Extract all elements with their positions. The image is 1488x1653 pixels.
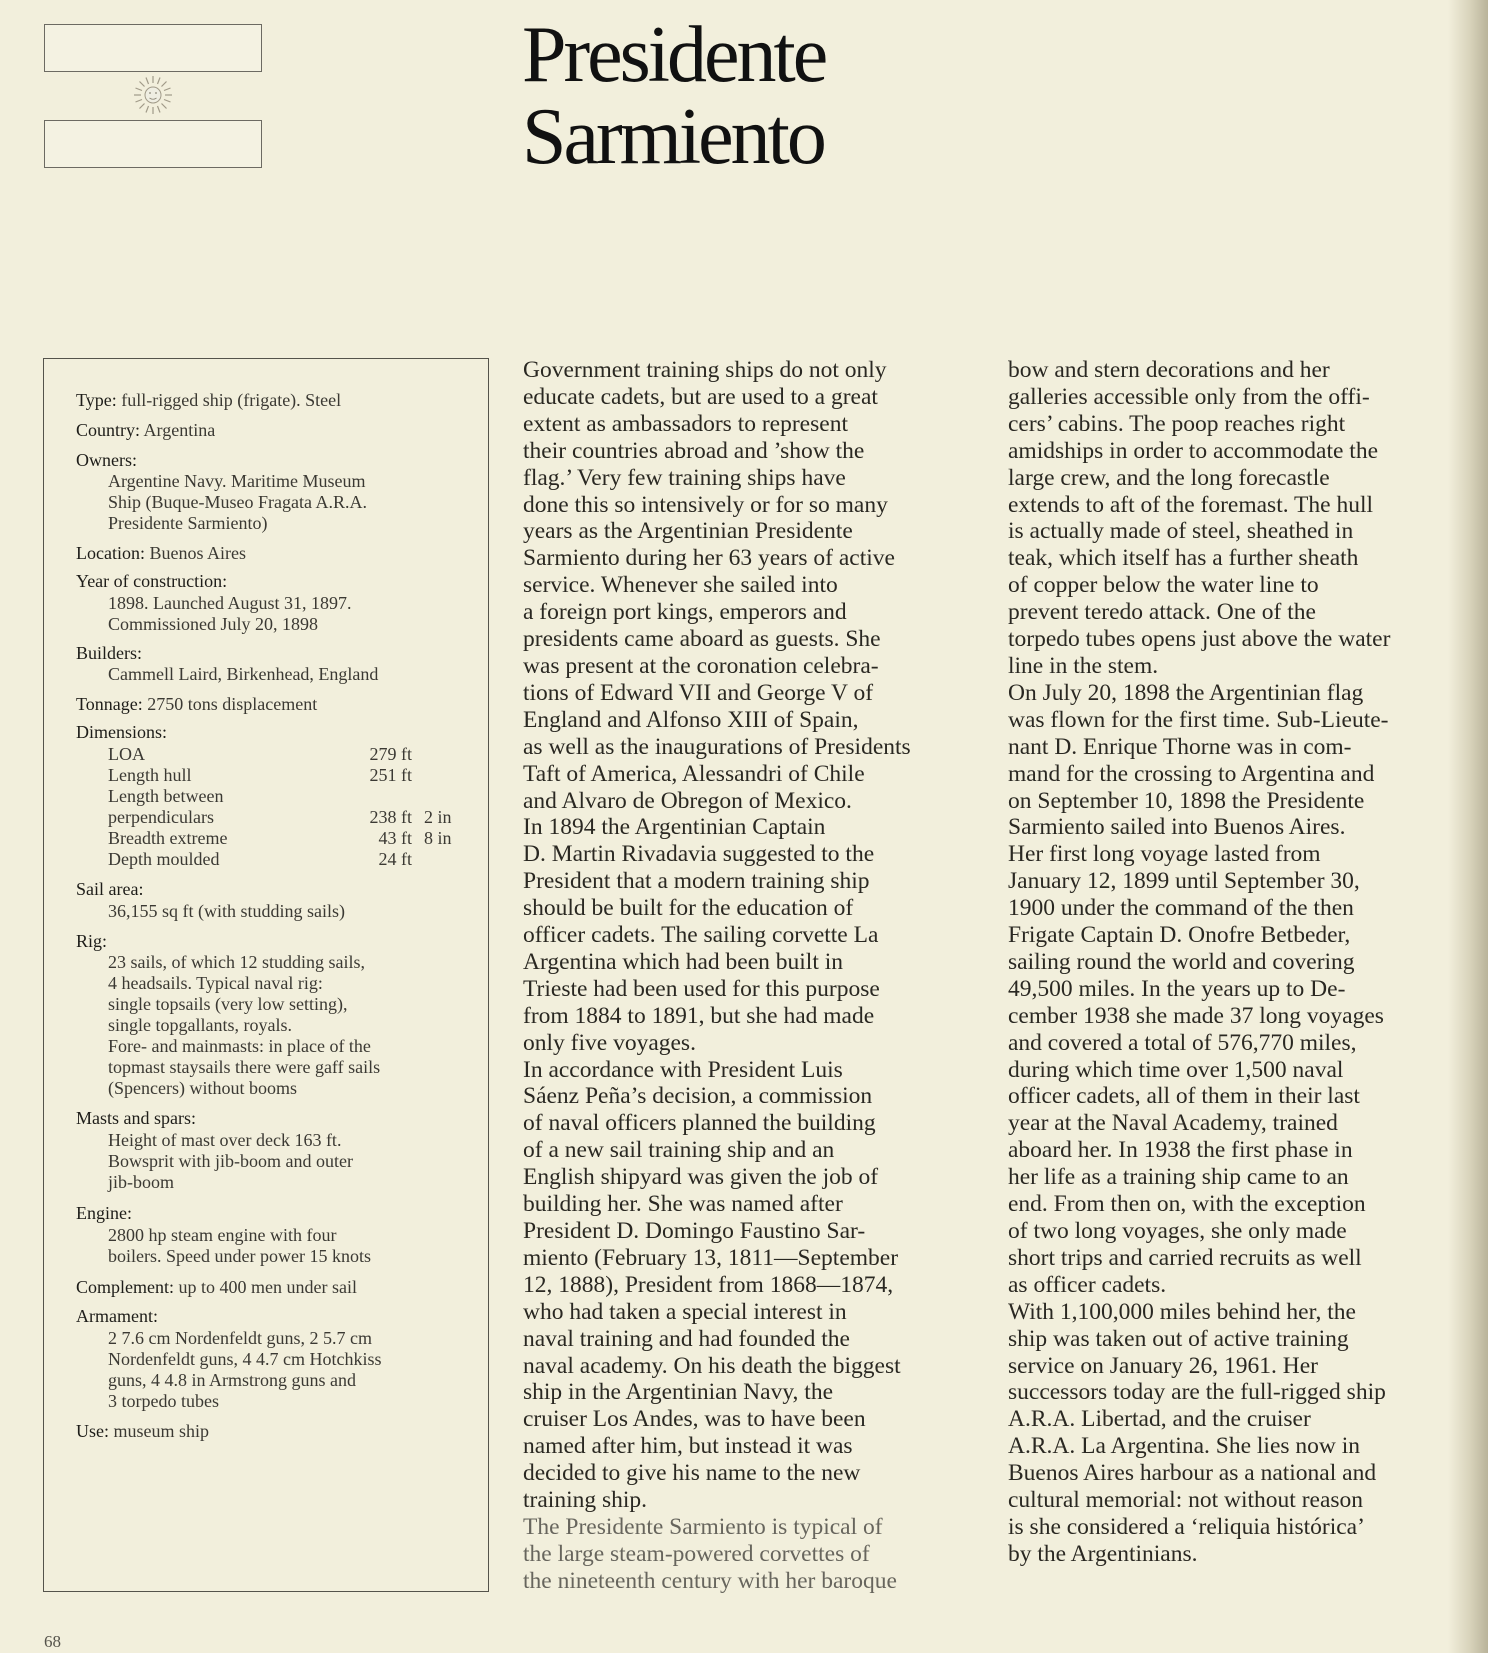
text-line: officer cadets. The sailing corvette La	[523, 922, 879, 949]
text-line: galleries accessible only from the offi-	[1008, 383, 1370, 410]
spec-rig-line: topmast staysails there were gaff sails	[108, 1057, 381, 1077]
spec-year-label: Year of construction:	[76, 571, 228, 591]
spec-sail-area-label: Sail area:	[76, 879, 144, 899]
text-line: A.R.A. Libertad, and the cruiser	[1008, 1406, 1311, 1433]
dimension-extra: 8 in	[424, 828, 452, 848]
spec-owners-line: Presidente Sarmiento)	[108, 513, 268, 533]
text-line: 49,500 miles. In the years up to De-	[1008, 975, 1346, 1002]
text-line: Sarmiento during her 63 years of active	[523, 545, 895, 572]
text-line: In accordance with President Luis	[523, 1056, 843, 1083]
text-line: 1900 under the command of the then	[1008, 895, 1354, 922]
text-line: service. Whenever she sailed into	[523, 572, 838, 599]
body-column-2	[1008, 357, 1473, 1568]
text-line: ship was taken out of active training	[1008, 1325, 1349, 1352]
spec-sail-area-value: 36,155 sq ft (with studding sails)	[108, 901, 345, 921]
text-line: cruiser Los Andes, was to have been	[523, 1406, 866, 1433]
text-line: The Presidente Sarmiento is typical of	[523, 1513, 883, 1540]
spec-armament-label: Armament:	[76, 1306, 158, 1326]
text-line: President that a modern training ship	[523, 868, 870, 895]
text-line: educate cadets, but are used to a great	[523, 383, 878, 410]
spec-use	[76, 1421, 209, 1442]
page-number: 68	[44, 1632, 61, 1651]
spec-value: full-rigged ship (frigate). Steel	[121, 390, 342, 410]
text-line: officer cadets, all of them in their last	[1008, 1083, 1360, 1110]
sun-of-may-icon	[132, 74, 174, 116]
text-line: Her first long voyage lasted from	[1008, 841, 1321, 868]
dimension-label: Length between	[108, 786, 224, 806]
text-line: their countries abroad and ’show the	[523, 437, 865, 464]
text-line: 12, 1888), President from 1868—1874,	[523, 1271, 894, 1298]
spec-rig-label: Rig:	[76, 931, 108, 951]
text-line: amidships in order to accommodate the	[1008, 437, 1379, 464]
text-line: teak, which itself has a further sheath	[1008, 545, 1359, 572]
text-line: training ship.	[523, 1487, 648, 1514]
text-line: prevent teredo attack. One of the	[1008, 599, 1316, 626]
spec-year-line: 1898. Launched August 31, 1897.	[108, 593, 352, 613]
text-line: of copper below the water line to	[1008, 572, 1319, 599]
text-line: of naval officers planned the building	[523, 1110, 876, 1137]
text-line: On July 20, 1898 the Argentinian flag	[1008, 679, 1364, 706]
text-line: as well as the inaugurations of Presidents	[523, 733, 911, 760]
spec-label: Complement:	[76, 1277, 174, 1297]
flag-bottom-stripe	[44, 120, 262, 168]
text-line: Frigate Captain D. Onofre Betbeder,	[1008, 922, 1351, 949]
spec-label: Use:	[76, 1421, 109, 1441]
spec-value: Argentina	[143, 420, 216, 440]
spec-label: Location:	[76, 543, 145, 563]
text-line: short trips and carried recruits as well	[1008, 1244, 1362, 1271]
spec-armament-line: guns, 4 4.8 in Armstrong guns and	[108, 1370, 357, 1390]
spec-masts-line: Height of mast over deck 163 ft.	[108, 1130, 342, 1150]
text-line: should be built for the education of	[523, 895, 854, 922]
text-line: With 1,100,000 miles behind her, the	[1008, 1298, 1356, 1325]
text-line: nant D. Enrique Thorne was in com-	[1008, 733, 1352, 760]
text-line: her life as a training ship came to an	[1008, 1164, 1349, 1191]
spec-location	[76, 543, 246, 564]
spec-rig-line: 23 sails, of which 12 studding sails,	[108, 952, 365, 972]
title-line-2: Sarmiento	[522, 93, 824, 181]
text-line: cember 1938 she made 37 long voyages	[1008, 1002, 1384, 1029]
spec-rig-line: (Spencers) without booms	[108, 1078, 297, 1098]
text-line: Buenos Aires harbour as a national and	[1008, 1460, 1377, 1487]
text-line: and Alvaro de Obregon of Mexico.	[523, 787, 852, 814]
text-line: D. Martin Rivadavia suggested to the	[523, 841, 875, 868]
spec-owners-label: Owners:	[76, 450, 137, 470]
spec-masts-line: jib-boom	[108, 1172, 174, 1192]
spec-value: up to 400 men under sail	[178, 1277, 357, 1297]
text-line: Government training ships do not only	[523, 357, 887, 383]
dimension-label: Depth moulded	[108, 849, 220, 869]
dimension-value: 279 ft	[369, 744, 412, 764]
dimension-value: 251 ft	[369, 765, 412, 785]
spec-value: 2750 tons displacement	[147, 694, 318, 714]
text-line: A.R.A. La Argentina. She lies now in	[1008, 1433, 1361, 1460]
spec-engine-line: 2800 hp steam engine with four	[108, 1225, 337, 1245]
spec-year-line: Commissioned July 20, 1898	[108, 614, 319, 634]
dimension-value: 24 ft	[378, 849, 412, 869]
text-line: successors today are the full-rigged ship	[1008, 1379, 1386, 1406]
dimension-value: 43 ft	[378, 828, 412, 848]
text-line: torpedo tubes opens just above the water	[1008, 626, 1391, 653]
text-line: sailing round the world and covering	[1008, 948, 1355, 975]
flag-top-stripe	[44, 24, 262, 72]
spec-builders-value: Cammell Laird, Birkenhead, England	[108, 664, 379, 684]
text-line: Sáenz Peña’s decision, a commission	[523, 1083, 873, 1110]
text-line: a foreign port kings, emperors and	[523, 599, 847, 626]
dimension-extra: 2 in	[424, 807, 452, 827]
text-line: was present at the coronation celebra-	[523, 652, 879, 679]
text-line: flag.’ Very few training ships have	[523, 464, 846, 491]
text-line: during which time over 1,500 naval	[1008, 1056, 1344, 1083]
text-line: extent as ambassadors to represent	[523, 410, 848, 437]
dimension-value: 238 ft	[369, 807, 412, 827]
spec-type	[76, 390, 341, 411]
text-line: tions of Edward VII and George V of	[523, 679, 874, 706]
text-line: and covered a total of 576,770 miles,	[1008, 1029, 1357, 1056]
spec-masts-line: Bowsprit with jib-boom and outer	[108, 1151, 353, 1171]
text-line: miento (February 13, 1811—September	[523, 1244, 899, 1271]
body-column-1	[523, 357, 988, 1595]
argentine-flag	[44, 24, 262, 170]
spec-label: Country:	[76, 420, 141, 440]
spec-armament-line: 3 torpedo tubes	[108, 1391, 219, 1411]
text-line: as officer cadets.	[1008, 1271, 1167, 1298]
spec-engine-line: boilers. Speed under power 15 knots	[108, 1246, 371, 1266]
text-line: cultural memorial: not without reason	[1008, 1487, 1364, 1514]
spec-complement	[76, 1277, 357, 1298]
text-line: cers’ cabins. The poop reaches right	[1008, 410, 1346, 437]
text-line: from 1884 to 1891, but she had made	[523, 1002, 875, 1029]
spec-owners-line: Ship (Buque-Museo Fragata A.R.A.	[108, 492, 367, 512]
spec-owners-line: Argentine Navy. Maritime Museum	[108, 471, 366, 491]
spec-masts-label: Masts and spars:	[76, 1108, 196, 1128]
text-line: Taft of America, Alessandri of Chile	[523, 760, 865, 787]
text-line: was flown for the first time. Sub-Lieute-	[1008, 706, 1389, 733]
spec-value: Buenos Aires	[149, 543, 246, 563]
dimension-label: Breadth extreme	[108, 828, 228, 848]
spec-rig-line: single topsails (very low setting),	[108, 994, 348, 1014]
text-line: January 12, 1899 until September 30,	[1008, 868, 1360, 895]
text-line: presidents came aboard as guests. She	[523, 626, 881, 653]
text-line: Trieste had been used for this purpose	[523, 975, 880, 1002]
dimension-label: LOA	[108, 744, 145, 764]
spec-tonnage	[76, 694, 317, 715]
page-title	[522, 11, 826, 181]
text-line: bow and stern decorations and her	[1008, 357, 1330, 383]
text-line: is actually made of steel, sheathed in	[1008, 518, 1354, 545]
text-line: is she considered a ‘reliquia histórica’	[1008, 1513, 1365, 1540]
text-line: In 1894 the Argentinian Captain	[523, 814, 826, 841]
spec-rig-line: single topgallants, royals.	[108, 1015, 292, 1035]
text-line: service on January 26, 1961. Her	[1008, 1352, 1318, 1379]
text-line: Argentina which had been built in	[523, 948, 844, 975]
text-line: Sarmiento sailed into Buenos Aires.	[1008, 814, 1346, 841]
text-line: line in the stem.	[1008, 652, 1159, 679]
text-line: large crew, and the long forecastle	[1008, 464, 1330, 491]
spec-rig-line: 4 headsails. Typical naval rig:	[108, 973, 323, 993]
text-line: mand for the crossing to Argentina and	[1008, 760, 1375, 787]
spec-label: Type:	[76, 390, 117, 410]
title-line-1: Presidente	[522, 11, 826, 99]
text-line: decided to give his name to the new	[523, 1460, 861, 1487]
text-line: years as the Argentinian Presidente	[523, 518, 853, 545]
text-line: named after him, but instead it was	[523, 1433, 853, 1460]
spec-armament-line: 2 7.6 cm Nordenfeldt guns, 2 5.7 cm	[108, 1328, 372, 1348]
text-line: the nineteenth century with her baroque	[523, 1567, 897, 1594]
text-line: done this so intensively or for so many	[523, 491, 888, 518]
text-line: building her. She was named after	[523, 1191, 843, 1218]
spec-rig-line: Fore- and mainmasts: in place of the	[108, 1036, 371, 1056]
spec-engine-label: Engine:	[76, 1203, 132, 1223]
spec-label: Tonnage:	[76, 694, 143, 714]
text-line: President D. Domingo Faustino Sar-	[523, 1218, 866, 1244]
text-line: by the Argentinians.	[1008, 1540, 1198, 1567]
spec-builders-label: Builders:	[76, 643, 142, 663]
text-line: ship in the Argentinian Navy, the	[523, 1379, 834, 1406]
text-line: naval academy. On his death the biggest	[523, 1352, 901, 1379]
text-line: year at the Naval Academy, trained	[1008, 1110, 1338, 1137]
text-line: on September 10, 1898 the Presidente	[1008, 787, 1365, 814]
text-line: England and Alfonso XIII of Spain,	[523, 706, 859, 733]
text-line: aboard her. In 1938 the first phase in	[1008, 1137, 1353, 1164]
spec-dimensions-label: Dimensions:	[76, 722, 168, 742]
text-line: end. From then on, with the exception	[1008, 1191, 1366, 1218]
spec-country	[76, 420, 215, 441]
text-line: extends to aft of the foremast. The hull	[1008, 491, 1374, 518]
text-line: the large steam-powered corvettes of	[523, 1540, 870, 1567]
dimension-label: Length hull	[108, 765, 192, 785]
text-line: of a new sail training ship and an	[523, 1137, 835, 1164]
text-line: naval training and had founded the	[523, 1325, 850, 1352]
dimension-label: perpendiculars	[108, 807, 214, 827]
spec-armament-line: Nordenfeldt guns, 4 4.7 cm Hotchkiss	[108, 1349, 382, 1369]
spec-value: museum ship	[113, 1421, 210, 1441]
text-line: English shipyard was given the job of	[523, 1164, 879, 1191]
text-line: who had taken a special interest in	[523, 1298, 847, 1325]
text-line: of two long voyages, she only made	[1008, 1218, 1347, 1244]
text-line: only five voyages.	[523, 1029, 696, 1056]
